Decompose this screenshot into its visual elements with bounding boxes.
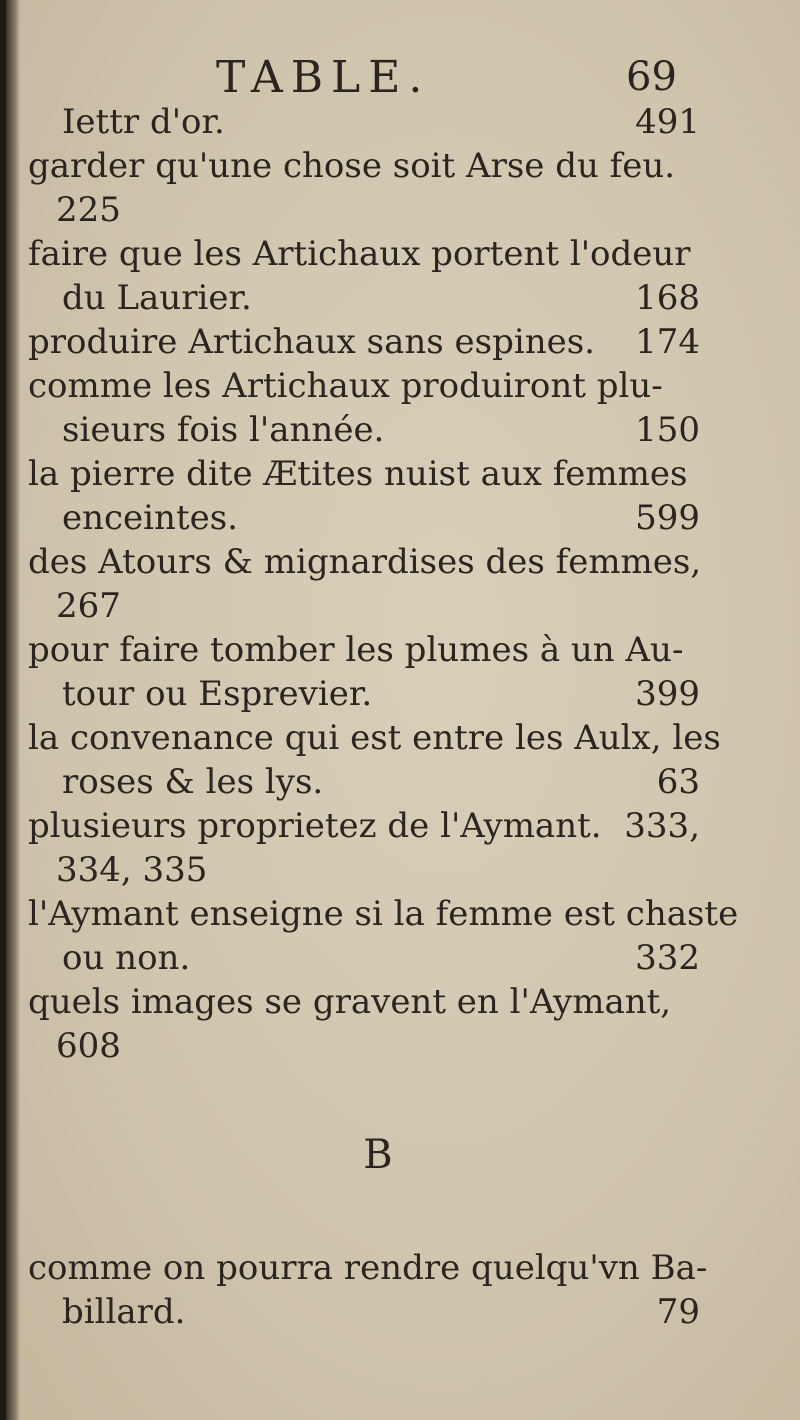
index-entry-page: 79 [656, 1292, 700, 1332]
index-entry-text: roses & les lys. [62, 762, 324, 802]
index-line [6, 540, 800, 584]
index-entry-text: enceintes. [62, 498, 238, 538]
section-letter: B [363, 1132, 393, 1178]
index-entry-page: 332 [635, 938, 700, 978]
index-entry-text: comme on pourra rendre quelqu'vn Ba- [28, 1248, 708, 1288]
index-line [6, 1246, 800, 1290]
index-entry-text: billard. [62, 1292, 186, 1332]
index-line [6, 188, 800, 232]
index-entry-text: des Atours & mignardises des femmes, [28, 542, 702, 582]
index-entry-text: produire Artichaux sans espines. [28, 322, 595, 362]
index-entry-page: 399 [635, 674, 700, 714]
page-title: TABLE. [216, 52, 431, 103]
index-line [6, 936, 800, 980]
index-entry-text: faire que les Artichaux portent l'odeur [28, 234, 691, 274]
index-entry-text: tour ou Esprevier. [62, 674, 373, 714]
index-line [6, 848, 800, 892]
index-line [6, 804, 800, 848]
index-line [6, 716, 800, 760]
index-entry-text: la convenance qui est entre les Aulx, les [28, 718, 721, 758]
page-number: 69 [626, 54, 677, 100]
index-entry-text: l'Aymant enseigne si la femme est chaste [28, 894, 739, 934]
index-entry-text: sieurs fois l'année. [62, 410, 385, 450]
index-entry-page: 174 [635, 322, 700, 362]
index-entry-text: garder qu'une chose soit Arse du feu. [28, 146, 676, 186]
index-entries-a [6, 100, 800, 1068]
index-line [6, 1290, 800, 1334]
index-line [6, 144, 800, 188]
index-line [6, 100, 800, 144]
index-entry-text: ou non. [62, 938, 191, 978]
index-entry-page: 63 [656, 762, 700, 802]
index-entry-text: du Laurier. [62, 278, 252, 318]
index-line [6, 320, 800, 364]
index-entry-page: 333, [624, 806, 700, 846]
index-line [6, 892, 800, 936]
index-line [6, 628, 800, 672]
index-entry-page: 150 [635, 410, 700, 450]
index-entry-text: 608 [56, 1026, 121, 1066]
index-entry-page: 168 [635, 278, 700, 318]
index-line [6, 1024, 800, 1068]
index-entry-text: 225 [56, 190, 121, 230]
index-entries-b [6, 1246, 800, 1334]
index-entry-text: comme les Artichaux produiront plu- [28, 366, 663, 406]
index-line [6, 584, 800, 628]
index-entry-text: quels images se gravent en l'Aymant, [28, 982, 672, 1022]
index-entry-page: 599 [635, 498, 700, 538]
index-entry-page: 491 [635, 102, 700, 142]
index-entry-text: la pierre dite Ætites nuist aux femmes [28, 454, 688, 494]
index-entry-text: plusieurs proprietez de l'Aymant. [28, 806, 602, 846]
index-line [6, 452, 800, 496]
index-line [6, 760, 800, 804]
index-entry-text: 267 [56, 586, 121, 626]
index-entry-text: pour faire tomber les plumes à un Au- [28, 630, 684, 670]
index-entry-text: 334, 335 [56, 850, 208, 890]
page-header [6, 52, 800, 102]
book-page [6, 0, 800, 1420]
index-line [6, 364, 800, 408]
index-line [6, 496, 800, 540]
index-line [6, 672, 800, 716]
index-line [6, 980, 800, 1024]
index-line [6, 232, 800, 276]
index-line [6, 276, 800, 320]
index-entry-text: Iettr d'or. [62, 102, 225, 142]
index-line [6, 408, 800, 452]
